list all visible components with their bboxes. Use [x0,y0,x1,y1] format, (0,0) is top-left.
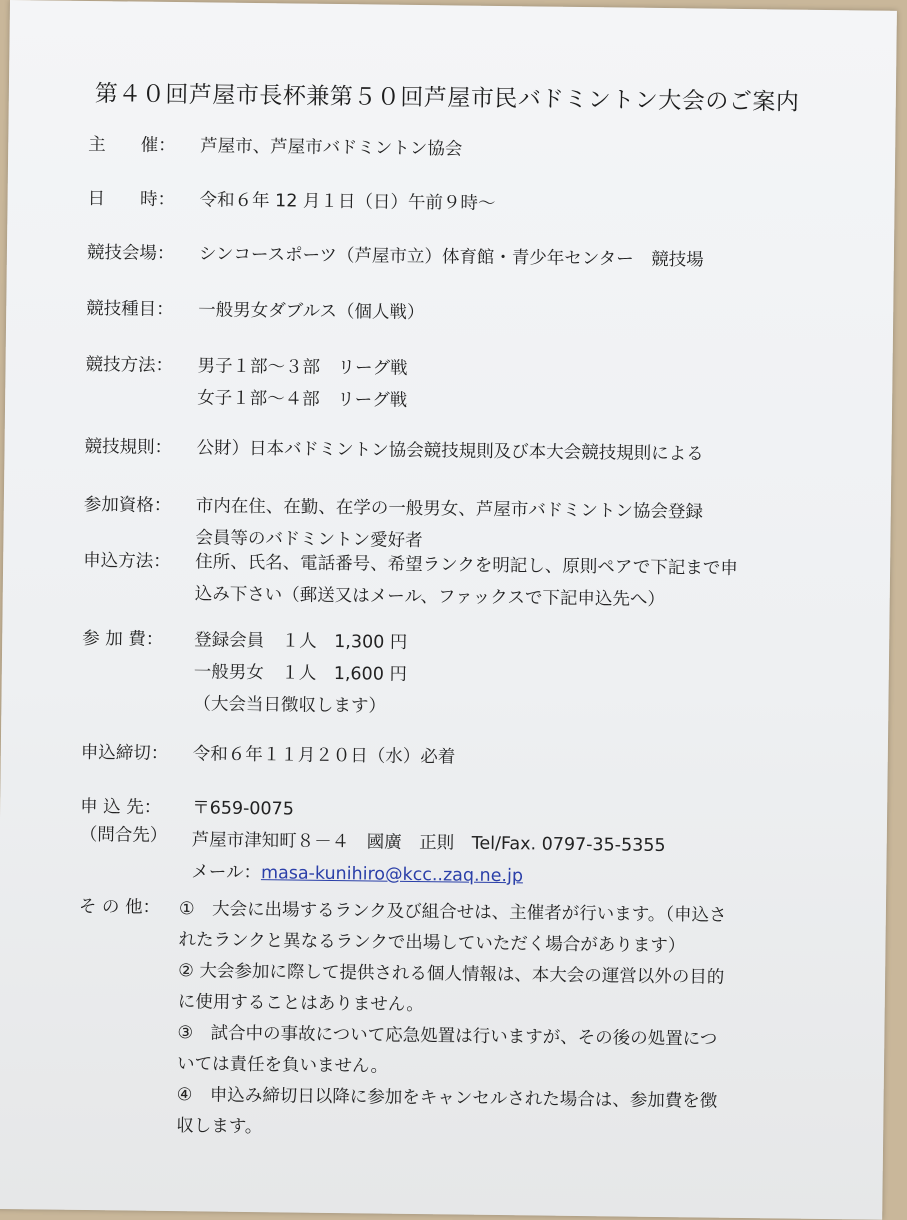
page-title: 第４０回芦屋市長杯兼第５０回芦屋市民バドミントン大会のご案内 [94,81,800,116]
row-value: 芦屋市、芦屋市バドミントン協会 [200,136,463,160]
row-rules [84,431,865,465]
note-line: ④ 申込み締切日以降に参加をキャンセルされた場合は、参加費を徴 [176,1085,718,1112]
row-event [86,293,866,324]
email-link[interactable]: masa-kunihiro@kcc..zaq.ne.jp [260,863,524,887]
row-label: そ の 他： [78,896,161,918]
note-line: れたランクと異なるランクで出場していただく場合があります） [178,930,686,957]
row-label: 競技種目： [86,298,174,321]
note-line: に使用することはありません。 [177,992,424,1016]
note-line: ① 大会に出場するランク及び組合せは、主催者が行います。（申込さ [178,899,727,926]
contact-address: 芦屋市津知町８－４ 國廣 正則 Tel/Fax. 0797-35-5355 [191,830,666,857]
row-fee [82,623,862,717]
row-value: （大会当日徴収します） [193,694,387,717]
row-value: 一般男女 １人 1,600 円 [193,662,408,685]
row-contact [79,791,860,887]
row-value: 市内在住、在勤、在学の一般男女、芦屋市バドミントン協会登録 [195,496,704,523]
row-value: 令和６年 12 月１日（日）午前９時～ [199,190,496,214]
row-eligibility [83,489,864,552]
row-format [85,349,866,411]
row-value: 令和６年１１月２０日（水）必着 [192,744,456,768]
row-value: 一般男女ダブルス（個人戦） [198,300,425,324]
note-line: ② 大会参加に際して提供される個人情報は、本大会の運営以外の目的 [178,961,725,988]
row-label: 競技規則： [84,436,173,459]
row-value: 会員等のバドミントン愛好者 [195,528,423,552]
row-organizer [88,129,868,160]
note-line: ③ 試合中の事故について応急処置は行いますが、その後の処置につ [177,1023,718,1050]
row-label: 競技方法： [85,354,174,377]
row-value: 公財）日本バドミントン協会競技規則及び本大会競技規則による [196,438,704,465]
row-label: 申込方法： [83,550,171,573]
row-label: 申 込 先： [80,796,162,818]
row-value: シンコースポーツ（芦屋市立）体育館・青少年センター 競技場 [198,244,704,271]
row-value: 男子１部～３部 リーグ戦 [197,356,408,379]
row-label: 参 加 費： [82,628,164,650]
row-label: 競技会場： [86,242,175,265]
mail-label: メール： [191,862,262,884]
row-value: 住所、氏名、電話番号、希望ランクを明記し、原則ペアで下記まで申 [195,552,738,579]
row-deadline [80,737,861,768]
row-label: 主 催： [88,134,176,157]
row-label: 参加資格： [83,494,172,517]
row-value: 込み下さい（郵送又はメール、ファックスで下記申込先へ） [194,584,666,611]
row-label: 日 時： [87,188,176,211]
row-venue [86,237,867,271]
postal-code: 〒659-0075 [192,798,295,820]
row-sublabel: （問合先） [79,824,168,846]
row-value: 女子１部～４部 リーグ戦 [197,388,408,411]
note-line: いては責任を負いません。 [176,1054,389,1077]
note-line: 収します。 [176,1116,263,1138]
row-value: 登録会員 １人 1,300 円 [194,630,408,653]
row-datetime [87,183,868,214]
row-label: 申込締切： [80,742,169,764]
